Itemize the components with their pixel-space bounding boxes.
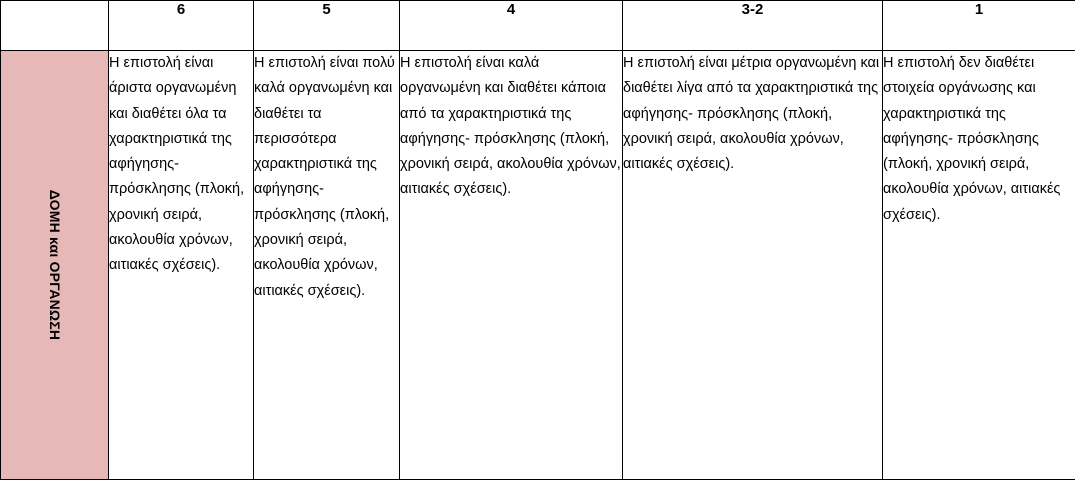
corner-cell <box>1 1 109 51</box>
description-cell-4 <box>400 51 623 480</box>
description-cell-1 <box>883 51 1075 480</box>
score-header-6: 6 <box>109 1 254 51</box>
description-text: Η επιστολή είναι πολύ καλά οργανωμένη και διαθέτει τα περισσότερα χαρακτηριστικά της αφήγησης-πρόσκλησης (πλοκή, χρονική σειρά, ακολουθία χρόνων, αιτιακές σχέσεις). <box>254 51 399 304</box>
header-row <box>1 1 1075 51</box>
description-cell-6 <box>109 51 254 480</box>
description-cell-5 <box>254 51 400 480</box>
score-header-4: 4 <box>400 1 623 51</box>
description-text: Η επιστολή δεν διαθέτει στοιχεία οργάνωσης και χαρακτηριστικά της αφήγησης- πρόσκλησης (πλοκή, χρονική σειρά, ακολουθία χρόνων, αιτιακές σχέσεις). <box>883 51 1075 228</box>
description-text: Η επιστολή είναι άριστα οργανωμένη και διαθέτει όλα τα χαρακτηριστικά της αφήγησης-πρόσκλησης (πλοκή, χρονική σειρά, ακολουθία χρόνων, αιτιακές σχέσεις). <box>109 51 253 279</box>
score-header-3-2: 3-2 <box>623 1 883 51</box>
description-cell-3-2 <box>623 51 883 480</box>
category-cell <box>1 51 109 480</box>
score-header-1: 1 <box>883 1 1075 51</box>
criteria-row <box>1 51 1075 480</box>
description-text: Η επιστολή είναι καλά οργανωμένη και διαθέτει κάποια από τα χαρακτηριστικά της αφήγησης- πρόσκλησης (πλοκή, χρονική σειρά, ακολουθία χρόνων, αιτιακές σχέσεις). <box>400 51 622 203</box>
category-label: ΔΟΜΗ και ΟΡΓΑΝΩΣΗ <box>47 190 63 340</box>
description-text: Η επιστολή είναι μέτρια οργανωμένη και διαθέτει λίγα από τα χαρακτηριστικά της αφήγησης- πρόσκλησης (πλοκή, χρονική σειρά, ακολουθία χρόνων, αιτιακές σχέσεις). <box>623 51 882 177</box>
score-header-5: 5 <box>254 1 400 51</box>
